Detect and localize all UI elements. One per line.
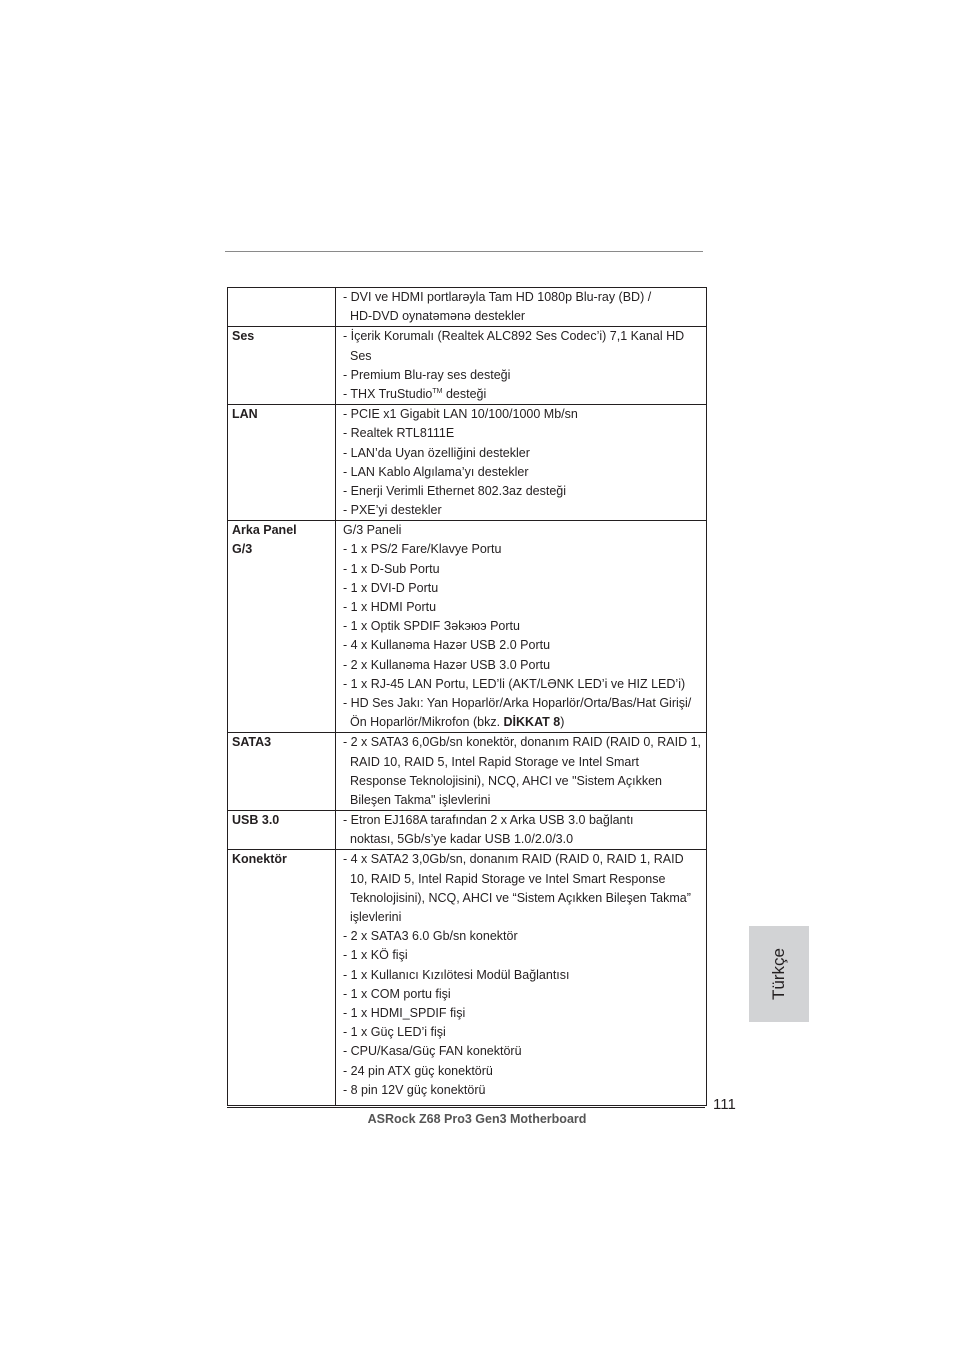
spec-line [343,675,706,694]
spec-text: - 4 x Kullanəma Hazər USB 2.0 Portu [343,638,551,653]
spec-line [343,733,706,752]
spec-line [343,501,706,520]
spec-line [343,327,706,346]
language-tab [749,926,809,1022]
spec-text: - 2 x SATA3 6.0 Gb/sn konektör [343,929,518,944]
row-items-cell [336,288,706,326]
spec-text: - 1 x Kullanıcı Kızılötesi Modül Bağlantısı [343,967,570,982]
spec-line [343,811,706,830]
spec-text: Ön Hoparlör/Mikrofon (bkz. [350,715,504,730]
row-items-cell [336,811,706,849]
spec-text: Teknolojisini), NCQ, AHCI ve “Sistem Açıkken Bileşen Takma” [350,890,691,905]
spec-line [343,288,706,307]
table-row [228,288,706,326]
row-label-cell [228,811,336,849]
spec-line [343,347,706,366]
spec-text: - LAN Kablo Algılama’yı destekler [343,464,529,479]
spec-text: - HD Ses Jakı: Yan Hoparlör/Arka Hoparlör/Orta/Bas/Hat Girişi/ [343,695,692,710]
spec-text: - 1 x RJ-45 LAN Portu, LED’li (AKT/LƏNK LED’i ve HIZ LED’i) [343,676,686,691]
row-label-cell [228,850,336,1104]
spec-text: - PCIE x1 Gigabit LAN 10/100/1000 Mb/sn [343,407,578,422]
spec-line [343,385,706,404]
spec-text: - 1 x HDMI Portu [343,600,437,614]
spec-line [343,482,706,501]
language-tab-label: Türkçe [769,948,788,1000]
table-row [228,810,706,849]
row-items-cell [336,521,706,732]
spec-text-suffix: desteği [442,386,487,401]
spec-text: 10, RAID 5, Intel Rapid Storage ve Intel Smart Response [350,871,666,886]
spec-line [343,366,706,385]
spec-text: işlevlerini [350,910,402,924]
spec-line [343,830,706,849]
spec-line [343,985,706,1004]
spec-line [343,424,706,443]
spec-text: - LAN’da Uyan özelliğini destekler [343,445,530,460]
spec-line [343,405,706,424]
spec-text: Response Teknolojisini), NCQ, AHCI ve "Sistem Açıkken [350,773,662,788]
row-label: Arka Panel [232,523,297,538]
spec-text: - 4 x SATA2 3,0Gb/sn, donanım RAID (RAID 0, RAID 1, RAID [343,852,684,867]
spec-text: Bileşen Takma" işlevlerini [350,792,491,807]
spec-line [343,713,706,732]
spec-line [343,946,706,965]
spec-text: - 2 x Kullanəma Hazər USB 3.0 Portu [343,657,551,672]
spec-text: Ses [350,348,372,363]
spec-line [343,1062,706,1081]
spec-line [343,1023,706,1042]
row-label-cell [228,288,336,326]
bottom-divider [227,1107,705,1108]
row-label: SATA3 [232,735,272,750]
footer-title: ASRock Z68 Pro3 Gen3 Motherboard [367,1112,587,1126]
spec-text: HD-DVD oynatəmənə destekler [350,309,526,324]
row-items-cell [336,850,706,1104]
spec-text: - 1 x KÖ fişi [343,948,408,963]
row-label-cell [228,521,336,732]
row-label: Konektör [232,852,287,867]
spec-text: - 1 x COM portu fişi [343,986,451,1001]
spec-line [343,656,706,675]
spec-text: - 8 pin 12V güç konektörü [343,1082,486,1097]
table-row [228,849,706,1104]
specification-table [227,287,707,1106]
spec-text: - Premium Blu-ray ses desteği [343,367,511,382]
spec-text: - 1 x DVI-D Portu [343,580,439,595]
spec-text: - Etron EJ168A tarafından 2 x Arka USB 3.0 bağlantı [343,813,634,828]
page-number: 111 [713,1096,736,1113]
spec-line [343,579,706,598]
row-items-cell [336,405,706,520]
row-label: Ses [232,329,255,344]
row-label: USB 3.0 [232,813,280,828]
spec-line [343,966,706,985]
spec-text: - DVI ve HDMI portlarəyla Tam HD 1080p Blu-ray (BD) / [343,290,652,304]
spec-line [343,560,706,579]
spec-bold-text: DİKKAT 8 [503,715,561,730]
spec-line [343,772,706,791]
spec-line [343,889,706,908]
spec-text: - 1 x PS/2 Fare/Klavye Portu [343,542,502,557]
row-label: G/3 [232,542,253,557]
table-row [228,520,706,732]
spec-text: - İçerik Korumalı (Realtek ALC892 Ses Codec’i) 7,1 Kanal HD [343,329,685,344]
spec-text: - 1 x Güç LED’i fişi [343,1025,446,1040]
spec-line [343,636,706,655]
spec-text: - 1 x Optik SPDIF Зəkэюэ Portu [343,619,520,634]
spec-line [343,1042,706,1061]
spec-line [343,444,706,463]
table-row [228,404,706,520]
spec-line [343,307,706,326]
spec-line [343,850,706,869]
spec-line [343,927,706,946]
spec-text: - THX TruStudio [343,386,433,401]
spec-text: - Realtek RTL8111E [343,426,455,441]
spec-text: - 2 x SATA3 6,0Gb/sn konektör, donanım RAID (RAID 0, RAID 1, [343,735,702,750]
spec-text: - CPU/Kasa/Güç FAN konektörü [343,1044,522,1059]
trademark-mark: TM [432,387,443,395]
spec-line [343,791,706,810]
spec-line [343,1081,706,1100]
row-label-cell [228,327,336,404]
spec-text: noktası, 5Gb/s’ye kadar USB 1.0/2.0/3.0 [350,832,574,847]
spec-line [343,598,706,617]
spec-text: - 1 x D-Sub Portu [343,561,440,576]
spec-line [343,463,706,482]
spec-text: RAID 10, RAID 5, Intel Rapid Storage ve Intel Smart [350,754,640,769]
table-row [228,326,706,404]
spec-text: - 1 x HDMI_SPDIF fişi [343,1005,466,1020]
spec-line [343,870,706,889]
spec-text: - Enerji Verimli Ethernet 802.3az desteği [343,483,567,498]
spec-line [343,753,706,772]
row-items-cell [336,733,706,810]
spec-line [343,540,706,559]
row-items-cell [336,327,706,404]
table-row [228,732,706,810]
spec-line [343,694,706,713]
spec-line [343,1004,706,1023]
spec-text: - 24 pin ATX güç konektörü [343,1063,493,1078]
row-label: LAN [232,407,258,422]
top-divider [225,251,703,252]
spec-text-suffix: ) [560,715,565,730]
row-label-cell [228,405,336,520]
spec-text: - PXE’yi destekler [343,503,442,518]
spec-line [343,617,706,636]
row-label-cell [228,733,336,810]
spec-line [343,908,706,927]
spec-line [343,521,706,540]
spec-text: G/3 Paneli [343,523,402,538]
